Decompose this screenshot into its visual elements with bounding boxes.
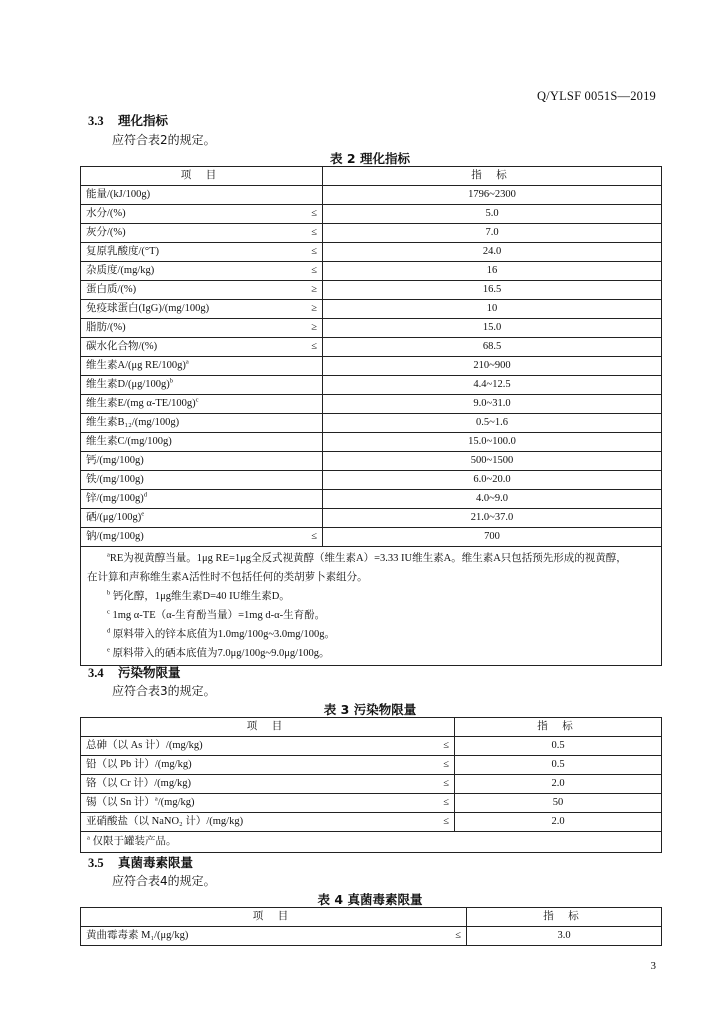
limit-symbol: ≤ bbox=[289, 262, 323, 281]
table-2-caption: 表 2 理化指标 bbox=[330, 151, 410, 166]
footnote-mark: b bbox=[169, 377, 174, 385]
item-name: 维生素C/(mg/100g) bbox=[81, 433, 323, 452]
col-value-header: 指 标 bbox=[467, 908, 662, 927]
table-row bbox=[81, 927, 662, 946]
item-value: 0.5~1.6 bbox=[323, 414, 662, 433]
table-2 bbox=[80, 166, 662, 666]
limit-symbol: ≤ bbox=[289, 205, 323, 224]
limit-symbol: ≤ bbox=[289, 224, 323, 243]
item-name: 维生素B₁₂/(mg/100g) bbox=[81, 414, 323, 433]
item-name: 脂肪/(%) bbox=[81, 319, 289, 338]
table-row bbox=[81, 813, 662, 832]
table-row bbox=[81, 756, 662, 775]
note-a-line1: RE为视黄醇当量。1μg RE=1μg全反式视黄醇（维生素A）=3.33 IU维生素A。维生素A只包括预先形成的视黄醇， bbox=[109, 553, 627, 564]
limit-symbol: ≤ bbox=[331, 737, 455, 756]
item-value: 5.0 bbox=[323, 205, 662, 224]
item-value: 50 bbox=[455, 794, 662, 813]
item-name: 黄曲霉毒素 M₁/(μg/kg) bbox=[81, 927, 331, 946]
table-row bbox=[81, 775, 662, 794]
col-value-header: 指 标 bbox=[455, 718, 662, 737]
section-title: 理化指标 bbox=[118, 113, 169, 128]
footnote-mark: e bbox=[141, 510, 145, 518]
item-value: 24.0 bbox=[323, 243, 662, 262]
table-row bbox=[81, 395, 662, 414]
table-4-caption: 表 4 真菌毒素限量 bbox=[317, 892, 423, 907]
col-item-header: 项 目 bbox=[81, 718, 455, 737]
table-row bbox=[81, 205, 662, 224]
item-value: 210~900 bbox=[323, 357, 662, 376]
note-mark: c bbox=[107, 608, 110, 616]
item-value: 500~1500 bbox=[323, 452, 662, 471]
item-name: 维生素A/(μg RE/100g)$^a$ bbox=[81, 357, 323, 376]
limit-symbol: ≥ bbox=[289, 281, 323, 300]
table-row bbox=[81, 528, 662, 547]
table-2-notes-row bbox=[81, 547, 662, 666]
section-3-5-heading bbox=[88, 853, 193, 871]
section-3-3-text: 应符合表2的规定。 bbox=[112, 133, 216, 147]
item-value: 9.0~31.0 bbox=[323, 395, 662, 414]
limit-symbol: ≤ bbox=[331, 775, 455, 794]
section-number: 3.3 bbox=[88, 114, 104, 128]
note-mark: e bbox=[107, 646, 110, 654]
item-value: 1796~2300 bbox=[323, 186, 662, 205]
item-name: 铁/(mg/100g) bbox=[81, 471, 323, 490]
item-name: 复原乳酸度/(°T) bbox=[81, 243, 289, 262]
table-row bbox=[81, 737, 662, 756]
table-header-row bbox=[81, 718, 662, 737]
item-value: 68.5 bbox=[323, 338, 662, 357]
col-item-header: 项 目 bbox=[81, 167, 323, 186]
note-text: 仅限于罐装产品。 bbox=[89, 836, 177, 847]
table-3-notes-row bbox=[81, 832, 662, 853]
item-value: 2.0 bbox=[455, 813, 662, 832]
table-row bbox=[81, 243, 662, 262]
table-row bbox=[81, 433, 662, 452]
table-row bbox=[81, 357, 662, 376]
table-row bbox=[81, 224, 662, 243]
item-name: 钙/(mg/100g) bbox=[81, 452, 323, 471]
item-name: 维生素$D/(\mu g/100g)^b$ bbox=[81, 376, 323, 395]
limit-symbol: ≤ bbox=[331, 927, 467, 946]
table-row bbox=[81, 376, 662, 395]
limit-symbol: ≤ bbox=[289, 528, 323, 547]
limit-symbol: ≥ bbox=[289, 300, 323, 319]
note-b: 钙化醇，1μg维生素D=40 IU维生素D。 bbox=[110, 591, 290, 602]
item-name: 总砷（以 As 计）/(mg/kg) bbox=[81, 737, 331, 756]
section-3-4-heading bbox=[88, 663, 181, 681]
item-value: 7.0 bbox=[323, 224, 662, 243]
note-e: 原料带入的硒本底值为7.0μg/100g~9.0μg/100g。 bbox=[109, 648, 330, 659]
table-row bbox=[81, 509, 662, 528]
item-value: 16 bbox=[323, 262, 662, 281]
section-number: 3.4 bbox=[88, 666, 104, 680]
footnote-mark: a bbox=[154, 795, 158, 803]
table-row bbox=[81, 794, 662, 813]
item-name: 能量/(kJ/100g) bbox=[81, 186, 323, 205]
item-value: 4.0~9.0 bbox=[323, 490, 662, 509]
section-number: 3.5 bbox=[88, 856, 104, 870]
note-d: 原料带入的锌本底值为1.0mg/100g~3.0mg/100g。 bbox=[110, 629, 335, 640]
limit-symbol: ≤ bbox=[331, 794, 455, 813]
limit-symbol: ≥ bbox=[289, 319, 323, 338]
table-row bbox=[81, 452, 662, 471]
item-name: 锌$/(mg/100g)^d$ bbox=[81, 490, 323, 509]
item-value: 0.5 bbox=[455, 756, 662, 775]
note-mark: a bbox=[87, 834, 90, 842]
note-mark: a bbox=[107, 551, 110, 559]
limit-symbol: ≤ bbox=[331, 756, 455, 775]
table-row bbox=[81, 281, 662, 300]
limit-symbol: ≤ bbox=[289, 338, 323, 357]
table-3 bbox=[80, 717, 662, 853]
item-name: 维生素E/(mg α-TE/100g)$^c$ bbox=[81, 395, 323, 414]
item-value: 4.4~12.5 bbox=[323, 376, 662, 395]
item-value: 16.5 bbox=[323, 281, 662, 300]
item-name: 蛋白质/(%) bbox=[81, 281, 289, 300]
table-row bbox=[81, 471, 662, 490]
page-number: 3 bbox=[650, 960, 656, 972]
footnote-mark: c bbox=[195, 396, 199, 404]
item-name: 硒$/(\mu g/100g)^e$ bbox=[81, 509, 323, 528]
item-value: 21.0~37.0 bbox=[323, 509, 662, 528]
item-name: 锡（以 Sn 计）$^a$/(mg/kg) bbox=[81, 794, 331, 813]
section-3-5-text: 应符合表4的规定。 bbox=[112, 874, 216, 888]
item-name: 灰分/(%) bbox=[81, 224, 289, 243]
limit-symbol: ≤ bbox=[289, 243, 323, 262]
item-name: 免疫球蛋白(IgG)/(mg/100g) bbox=[81, 300, 289, 319]
item-value: 0.5 bbox=[455, 737, 662, 756]
standard-code: Q/YLSF 0051S—2019 bbox=[536, 89, 656, 103]
item-name: 铬（以 Cr 计）/(mg/kg) bbox=[81, 775, 331, 794]
col-value-header: 指 标 bbox=[323, 167, 662, 186]
table-2-notes bbox=[81, 547, 662, 666]
item-value: 700 bbox=[323, 528, 662, 547]
table-row bbox=[81, 300, 662, 319]
section-title: 污染物限量 bbox=[118, 665, 181, 680]
item-name: 水分/(%) bbox=[81, 205, 289, 224]
table-row bbox=[81, 414, 662, 433]
table-row bbox=[81, 490, 662, 509]
table-3-note bbox=[81, 832, 662, 853]
item-name: 碳水化合物/(%) bbox=[81, 338, 289, 357]
item-name: 亚硝酸盐（以 NaNO₂ 计）/(mg/kg) bbox=[81, 813, 331, 832]
footnote-mark: a bbox=[185, 358, 189, 366]
table-4 bbox=[80, 907, 662, 946]
table-row bbox=[81, 262, 662, 281]
footnote-mark: d bbox=[143, 491, 147, 499]
item-name: 钠/(mg/100g) bbox=[81, 528, 289, 547]
item-value: 3.0 bbox=[467, 927, 662, 946]
section-3-4-text: 应符合表3的规定。 bbox=[112, 684, 216, 698]
table-row bbox=[81, 186, 662, 205]
limit-symbol: ≤ bbox=[331, 813, 455, 832]
note-mark: d bbox=[107, 627, 111, 635]
note-c: 1mg α-TE（α-生育酚当量）=1mg d-α-生育酚。 bbox=[109, 610, 326, 621]
item-value: 10 bbox=[323, 300, 662, 319]
item-name: 铅（以 Pb 计）/(mg/kg) bbox=[81, 756, 331, 775]
section-title: 真菌毒素限量 bbox=[118, 855, 194, 870]
section-3-3-heading bbox=[88, 111, 168, 129]
item-value: 2.0 bbox=[455, 775, 662, 794]
table-row bbox=[81, 338, 662, 357]
note-mark: b bbox=[107, 589, 111, 597]
note-a-line2: 在计算和声称维生素A活性时不包括任何的类胡萝卜素组分。 bbox=[87, 572, 368, 583]
item-name: 杂质度/(mg/kg) bbox=[81, 262, 289, 281]
item-value: 6.0~20.0 bbox=[323, 471, 662, 490]
item-value: 15.0~100.0 bbox=[323, 433, 662, 452]
table-row bbox=[81, 319, 662, 338]
col-item-header: 项 目 bbox=[81, 908, 467, 927]
table-3-caption: 表 3 污染物限量 bbox=[323, 702, 417, 717]
table-header-row bbox=[81, 908, 662, 927]
item-value: 15.0 bbox=[323, 319, 662, 338]
table-header-row bbox=[81, 167, 662, 186]
